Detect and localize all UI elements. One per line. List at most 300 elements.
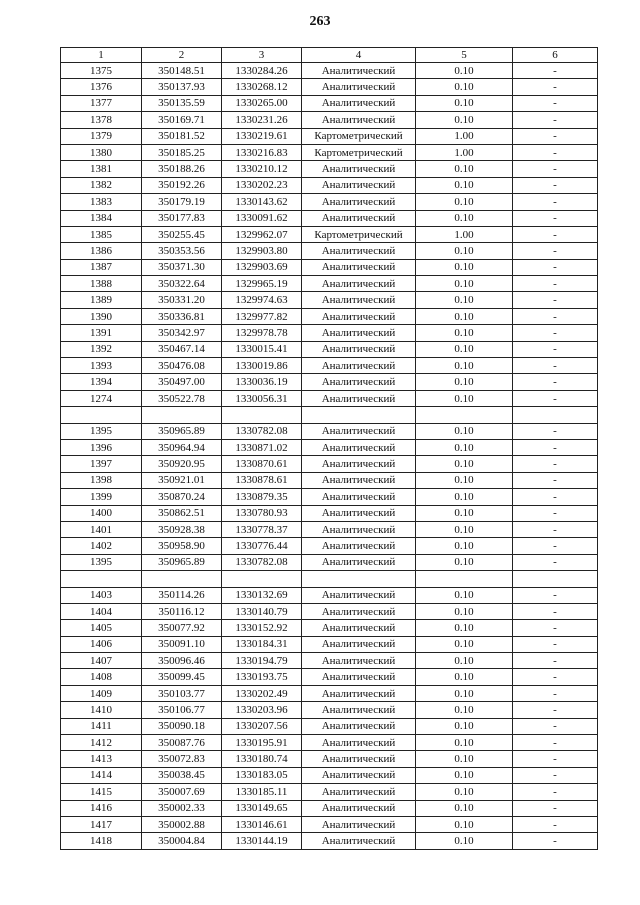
table-row	[61, 456, 598, 472]
x-coordinate-cell: 350099.45	[142, 669, 222, 685]
note-cell: -	[513, 292, 598, 308]
method-cell: Аналитический	[302, 259, 416, 275]
accuracy-cell: 0.10	[416, 767, 513, 783]
x-coordinate-cell: 350331.20	[142, 292, 222, 308]
note-cell: -	[513, 439, 598, 455]
column-header: 5	[416, 48, 513, 63]
point-number-cell: 1410	[61, 702, 142, 718]
table-row	[61, 341, 598, 357]
x-coordinate-cell: 350106.77	[142, 702, 222, 718]
note-cell: -	[513, 702, 598, 718]
y-coordinate-cell: 1329974.63	[222, 292, 302, 308]
table-row	[61, 177, 598, 193]
method-cell: Аналитический	[302, 554, 416, 570]
point-number-cell: 1395	[61, 423, 142, 439]
accuracy-cell: 0.10	[416, 358, 513, 374]
table-row	[61, 95, 598, 111]
method-cell: Аналитический	[302, 767, 416, 783]
table-row	[61, 325, 598, 341]
method-cell: Аналитический	[302, 603, 416, 619]
column-header: 4	[302, 48, 416, 63]
table-row	[61, 194, 598, 210]
accuracy-cell: 0.10	[416, 177, 513, 193]
y-coordinate-cell	[222, 571, 302, 587]
note-cell: -	[513, 554, 598, 570]
note-cell: -	[513, 390, 598, 406]
point-number-cell: 1417	[61, 816, 142, 832]
point-number-cell: 1414	[61, 767, 142, 783]
y-coordinate-cell: 1330019.86	[222, 358, 302, 374]
note-cell: -	[513, 308, 598, 324]
table-row	[61, 505, 598, 521]
x-coordinate-cell: 350007.69	[142, 784, 222, 800]
method-cell: Аналитический	[302, 341, 416, 357]
y-coordinate-cell: 1330203.96	[222, 702, 302, 718]
table-row	[61, 735, 598, 751]
column-header: 2	[142, 48, 222, 63]
accuracy-cell: 0.10	[416, 521, 513, 537]
point-number-cell: 1395	[61, 554, 142, 570]
table-row	[61, 128, 598, 144]
point-number-cell: 1274	[61, 390, 142, 406]
table-row	[61, 587, 598, 603]
y-coordinate-cell: 1330776.44	[222, 538, 302, 554]
y-coordinate-cell: 1330778.37	[222, 521, 302, 537]
point-number-cell: 1411	[61, 718, 142, 734]
table-row	[61, 144, 598, 160]
note-cell	[513, 571, 598, 587]
method-cell: Аналитический	[302, 79, 416, 95]
method-cell: Аналитический	[302, 308, 416, 324]
point-number-cell: 1388	[61, 276, 142, 292]
method-cell: Картометрический	[302, 128, 416, 144]
table-row	[61, 358, 598, 374]
x-coordinate-cell: 350004.84	[142, 833, 222, 849]
y-coordinate-cell: 1330091.62	[222, 210, 302, 226]
note-cell: -	[513, 636, 598, 652]
note-cell: -	[513, 620, 598, 636]
method-cell: Аналитический	[302, 177, 416, 193]
accuracy-cell: 0.10	[416, 276, 513, 292]
x-coordinate-cell: 350072.83	[142, 751, 222, 767]
table-row	[61, 276, 598, 292]
point-number-cell: 1404	[61, 603, 142, 619]
x-coordinate-cell: 350116.12	[142, 603, 222, 619]
y-coordinate-cell: 1330152.92	[222, 620, 302, 636]
point-number-cell: 1400	[61, 505, 142, 521]
accuracy-cell: 0.10	[416, 292, 513, 308]
x-coordinate-cell: 350921.01	[142, 472, 222, 488]
x-coordinate-cell: 350091.10	[142, 636, 222, 652]
point-number-cell: 1387	[61, 259, 142, 275]
accuracy-cell: 1.00	[416, 128, 513, 144]
point-number-cell: 1402	[61, 538, 142, 554]
table-row	[61, 259, 598, 275]
point-number-cell: 1385	[61, 226, 142, 242]
note-cell: -	[513, 374, 598, 390]
table-row	[61, 653, 598, 669]
x-coordinate-cell: 350965.89	[142, 554, 222, 570]
x-coordinate-cell: 350870.24	[142, 489, 222, 505]
accuracy-cell: 0.10	[416, 259, 513, 275]
note-cell: -	[513, 489, 598, 505]
x-coordinate-cell: 350965.89	[142, 423, 222, 439]
accuracy-cell: 0.10	[416, 833, 513, 849]
accuracy-cell: 1.00	[416, 226, 513, 242]
note-cell: -	[513, 79, 598, 95]
method-cell: Аналитический	[302, 161, 416, 177]
method-cell: Аналитический	[302, 63, 416, 79]
y-coordinate-cell: 1330284.26	[222, 63, 302, 79]
x-coordinate-cell: 350103.77	[142, 685, 222, 701]
method-cell: Аналитический	[302, 833, 416, 849]
table-row	[61, 161, 598, 177]
x-coordinate-cell: 350114.26	[142, 587, 222, 603]
y-coordinate-cell: 1330185.11	[222, 784, 302, 800]
method-cell: Аналитический	[302, 718, 416, 734]
table-row	[61, 292, 598, 308]
point-number-cell: 1383	[61, 194, 142, 210]
point-number-cell	[61, 571, 142, 587]
table-row	[61, 603, 598, 619]
note-cell: -	[513, 177, 598, 193]
point-number-cell: 1408	[61, 669, 142, 685]
accuracy-cell: 0.10	[416, 816, 513, 832]
note-cell: -	[513, 685, 598, 701]
accuracy-cell: 1.00	[416, 144, 513, 160]
x-coordinate-cell: 350371.30	[142, 259, 222, 275]
point-number-cell: 1416	[61, 800, 142, 816]
x-coordinate-cell	[142, 407, 222, 423]
table-row	[61, 79, 598, 95]
method-cell: Аналитический	[302, 620, 416, 636]
point-number-cell: 1389	[61, 292, 142, 308]
accuracy-cell: 0.10	[416, 702, 513, 718]
method-cell: Аналитический	[302, 472, 416, 488]
method-cell: Аналитический	[302, 423, 416, 439]
point-number-cell: 1415	[61, 784, 142, 800]
method-cell: Аналитический	[302, 95, 416, 111]
note-cell: -	[513, 833, 598, 849]
x-coordinate-cell: 350137.93	[142, 79, 222, 95]
y-coordinate-cell: 1330140.79	[222, 603, 302, 619]
accuracy-cell: 0.10	[416, 554, 513, 570]
accuracy-cell	[416, 407, 513, 423]
x-coordinate-cell: 350038.45	[142, 767, 222, 783]
method-cell: Аналитический	[302, 276, 416, 292]
point-number-cell: 1399	[61, 489, 142, 505]
table-row	[61, 63, 598, 79]
point-number-cell: 1401	[61, 521, 142, 537]
y-coordinate-cell: 1330143.62	[222, 194, 302, 210]
table-row	[61, 489, 598, 505]
point-number-cell: 1376	[61, 79, 142, 95]
point-number-cell: 1384	[61, 210, 142, 226]
point-number-cell: 1398	[61, 472, 142, 488]
coordinates-table-body	[61, 48, 598, 850]
method-cell: Аналитический	[302, 784, 416, 800]
y-coordinate-cell: 1329978.78	[222, 325, 302, 341]
coordinates-table	[60, 47, 598, 850]
note-cell: -	[513, 653, 598, 669]
note-cell: -	[513, 358, 598, 374]
method-cell: Аналитический	[302, 685, 416, 701]
note-cell: -	[513, 751, 598, 767]
method-cell: Аналитический	[302, 194, 416, 210]
x-coordinate-cell: 350920.95	[142, 456, 222, 472]
table-row	[61, 423, 598, 439]
y-coordinate-cell: 1330202.23	[222, 177, 302, 193]
y-coordinate-cell: 1330056.31	[222, 390, 302, 406]
note-cell: -	[513, 784, 598, 800]
note-cell: -	[513, 144, 598, 160]
x-coordinate-cell: 350467.14	[142, 341, 222, 357]
method-cell: Аналитический	[302, 521, 416, 537]
table-row	[61, 472, 598, 488]
x-coordinate-cell: 350958.90	[142, 538, 222, 554]
x-coordinate-cell: 350188.26	[142, 161, 222, 177]
point-number-cell: 1382	[61, 177, 142, 193]
method-cell: Аналитический	[302, 358, 416, 374]
method-cell: Аналитический	[302, 374, 416, 390]
table-row	[61, 833, 598, 849]
accuracy-cell: 0.10	[416, 63, 513, 79]
note-cell: -	[513, 325, 598, 341]
y-coordinate-cell: 1330207.56	[222, 718, 302, 734]
accuracy-cell: 0.10	[416, 636, 513, 652]
note-cell: -	[513, 767, 598, 783]
x-coordinate-cell: 350179.19	[142, 194, 222, 210]
method-cell: Аналитический	[302, 816, 416, 832]
accuracy-cell: 0.10	[416, 603, 513, 619]
accuracy-cell	[416, 571, 513, 587]
accuracy-cell: 0.10	[416, 489, 513, 505]
method-cell: Аналитический	[302, 751, 416, 767]
point-number-cell: 1390	[61, 308, 142, 324]
note-cell: -	[513, 194, 598, 210]
accuracy-cell: 0.10	[416, 210, 513, 226]
note-cell: -	[513, 587, 598, 603]
y-coordinate-cell: 1329903.69	[222, 259, 302, 275]
point-number-cell: 1381	[61, 161, 142, 177]
note-cell: -	[513, 816, 598, 832]
x-coordinate-cell: 350964.94	[142, 439, 222, 455]
method-cell: Аналитический	[302, 669, 416, 685]
point-number-cell: 1413	[61, 751, 142, 767]
y-coordinate-cell: 1330202.49	[222, 685, 302, 701]
note-cell: -	[513, 161, 598, 177]
method-cell: Аналитический	[302, 587, 416, 603]
accuracy-cell: 0.10	[416, 472, 513, 488]
method-cell: Аналитический	[302, 636, 416, 652]
y-coordinate-cell: 1330216.83	[222, 144, 302, 160]
point-number-cell: 1407	[61, 653, 142, 669]
point-number-cell: 1418	[61, 833, 142, 849]
note-cell: -	[513, 472, 598, 488]
point-number-cell: 1406	[61, 636, 142, 652]
note-cell: -	[513, 735, 598, 751]
accuracy-cell: 0.10	[416, 374, 513, 390]
y-coordinate-cell: 1330268.12	[222, 79, 302, 95]
x-coordinate-cell: 350096.46	[142, 653, 222, 669]
method-cell: Аналитический	[302, 439, 416, 455]
x-coordinate-cell: 350135.59	[142, 95, 222, 111]
y-coordinate-cell: 1330036.19	[222, 374, 302, 390]
note-cell: -	[513, 243, 598, 259]
method-cell: Аналитический	[302, 292, 416, 308]
table-row	[61, 620, 598, 636]
table-row	[61, 243, 598, 259]
accuracy-cell: 0.10	[416, 718, 513, 734]
table-row	[61, 800, 598, 816]
x-coordinate-cell: 350181.52	[142, 128, 222, 144]
method-cell: Аналитический	[302, 505, 416, 521]
table-row	[61, 439, 598, 455]
x-coordinate-cell: 350087.76	[142, 735, 222, 751]
y-coordinate-cell: 1329962.07	[222, 226, 302, 242]
table-row	[61, 702, 598, 718]
method-cell: Аналитический	[302, 325, 416, 341]
point-number-cell: 1386	[61, 243, 142, 259]
x-coordinate-cell: 350255.45	[142, 226, 222, 242]
y-coordinate-cell: 1330132.69	[222, 587, 302, 603]
column-header: 6	[513, 48, 598, 63]
note-cell: -	[513, 456, 598, 472]
point-number-cell: 1396	[61, 439, 142, 455]
method-cell	[302, 407, 416, 423]
accuracy-cell: 0.10	[416, 653, 513, 669]
accuracy-cell: 0.10	[416, 587, 513, 603]
table-row	[61, 554, 598, 570]
y-coordinate-cell: 1330219.61	[222, 128, 302, 144]
y-coordinate-cell: 1329977.82	[222, 308, 302, 324]
note-cell: -	[513, 341, 598, 357]
accuracy-cell: 0.10	[416, 751, 513, 767]
y-coordinate-cell: 1330780.93	[222, 505, 302, 521]
point-number-cell: 1405	[61, 620, 142, 636]
accuracy-cell: 0.10	[416, 79, 513, 95]
accuracy-cell: 0.10	[416, 194, 513, 210]
table-row	[61, 538, 598, 554]
accuracy-cell: 0.10	[416, 505, 513, 521]
y-coordinate-cell: 1330146.61	[222, 816, 302, 832]
table-row	[61, 407, 598, 423]
x-coordinate-cell: 350177.83	[142, 210, 222, 226]
y-coordinate-cell: 1330149.65	[222, 800, 302, 816]
accuracy-cell: 0.10	[416, 243, 513, 259]
note-cell: -	[513, 112, 598, 128]
point-number-cell: 1379	[61, 128, 142, 144]
x-coordinate-cell: 350169.71	[142, 112, 222, 128]
note-cell: -	[513, 63, 598, 79]
y-coordinate-cell: 1329903.80	[222, 243, 302, 259]
table-row	[61, 390, 598, 406]
x-coordinate-cell	[142, 571, 222, 587]
table-header-row	[61, 48, 598, 63]
x-coordinate-cell: 350185.25	[142, 144, 222, 160]
accuracy-cell: 0.10	[416, 456, 513, 472]
x-coordinate-cell: 350090.18	[142, 718, 222, 734]
table-row	[61, 636, 598, 652]
note-cell: -	[513, 538, 598, 554]
y-coordinate-cell: 1330878.61	[222, 472, 302, 488]
x-coordinate-cell: 350497.00	[142, 374, 222, 390]
y-coordinate-cell: 1330782.08	[222, 423, 302, 439]
table-row	[61, 784, 598, 800]
point-number-cell: 1394	[61, 374, 142, 390]
point-number-cell: 1412	[61, 735, 142, 751]
x-coordinate-cell: 350476.08	[142, 358, 222, 374]
accuracy-cell: 0.10	[416, 325, 513, 341]
note-cell: -	[513, 669, 598, 685]
method-cell: Аналитический	[302, 456, 416, 472]
x-coordinate-cell: 350928.38	[142, 521, 222, 537]
x-coordinate-cell: 350002.88	[142, 816, 222, 832]
point-number-cell: 1378	[61, 112, 142, 128]
note-cell: -	[513, 603, 598, 619]
table-row	[61, 718, 598, 734]
table-row	[61, 816, 598, 832]
method-cell: Аналитический	[302, 210, 416, 226]
y-coordinate-cell: 1330183.05	[222, 767, 302, 783]
x-coordinate-cell: 350342.97	[142, 325, 222, 341]
accuracy-cell: 0.10	[416, 390, 513, 406]
accuracy-cell: 0.10	[416, 439, 513, 455]
point-number-cell: 1397	[61, 456, 142, 472]
accuracy-cell: 0.10	[416, 112, 513, 128]
note-cell	[513, 407, 598, 423]
method-cell: Аналитический	[302, 800, 416, 816]
y-coordinate-cell: 1330015.41	[222, 341, 302, 357]
table-row	[61, 374, 598, 390]
accuracy-cell: 0.10	[416, 308, 513, 324]
x-coordinate-cell: 350862.51	[142, 505, 222, 521]
accuracy-cell: 0.10	[416, 423, 513, 439]
note-cell: -	[513, 423, 598, 439]
method-cell: Аналитический	[302, 653, 416, 669]
note-cell: -	[513, 226, 598, 242]
method-cell: Аналитический	[302, 243, 416, 259]
accuracy-cell: 0.10	[416, 669, 513, 685]
note-cell: -	[513, 210, 598, 226]
x-coordinate-cell: 350353.56	[142, 243, 222, 259]
y-coordinate-cell: 1330782.08	[222, 554, 302, 570]
method-cell: Аналитический	[302, 390, 416, 406]
y-coordinate-cell: 1330870.61	[222, 456, 302, 472]
y-coordinate-cell: 1330180.74	[222, 751, 302, 767]
point-number-cell: 1391	[61, 325, 142, 341]
point-number-cell: 1375	[61, 63, 142, 79]
table-row	[61, 226, 598, 242]
x-coordinate-cell: 350077.92	[142, 620, 222, 636]
x-coordinate-cell: 350322.64	[142, 276, 222, 292]
y-coordinate-cell: 1330265.00	[222, 95, 302, 111]
point-number-cell: 1380	[61, 144, 142, 160]
point-number-cell: 1392	[61, 341, 142, 357]
method-cell: Аналитический	[302, 702, 416, 718]
y-coordinate-cell: 1330871.02	[222, 439, 302, 455]
note-cell: -	[513, 505, 598, 521]
note-cell: -	[513, 276, 598, 292]
method-cell	[302, 571, 416, 587]
x-coordinate-cell: 350002.33	[142, 800, 222, 816]
point-number-cell: 1409	[61, 685, 142, 701]
table-row	[61, 571, 598, 587]
table-row	[61, 308, 598, 324]
accuracy-cell: 0.10	[416, 800, 513, 816]
x-coordinate-cell: 350522.78	[142, 390, 222, 406]
y-coordinate-cell: 1330144.19	[222, 833, 302, 849]
